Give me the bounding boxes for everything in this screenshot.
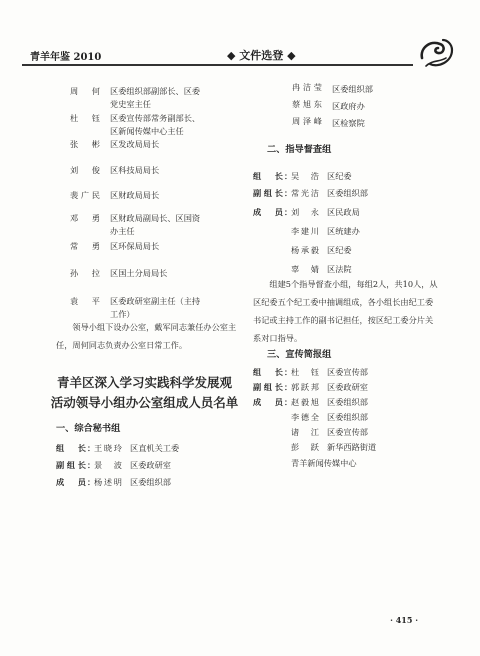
page-number: · 415 · (390, 615, 418, 625)
page-header (22, 40, 458, 66)
office-paragraph: 领导小组下设办公室，戴军同志兼任办公室主任，周何同志负责办公室日常工作。 (56, 322, 237, 350)
right-top-list: 冉洁莹 区委组织部 蔡旭东 区政府办 周泽峰 区检察院 (292, 82, 373, 128)
section-inspection-group: 二、指导督查组 组 长 ： 吴 浩 区纪委 副组长 ： 常光洁 区委组织部 成 员 ： 刘 永 区民政局 李建川 区统建办 杨承毅 区纪委 辜 婧 区法院 (253, 144, 368, 274)
section-secretary-group: 一、综合秘书组 组 长 ： 王晓玲 区直机关工委 副组长 ： 景 波 区委政研室 成 员 ： 杨述明 区委组织部 (56, 423, 180, 487)
left-top-list: 周 何 区委组织部副部长、区委 党史室主任 杜 钰 区委宣传部常务副部长、 区新闻传媒中心主任 张 彬 区发改局局长 刘 俊 区科技局局长 裴广民 区财政局局长 邓 勇 区财政局副局长、区国资 办主任 常 勇 区环保局局长 孙 拉 区国土分局局长 袁 平 区委政研室副主任（主持 工作） (70, 86, 201, 319)
section-title: ◆ 文件选登 ◆ (227, 49, 296, 62)
swirl-logo-icon (416, 36, 456, 70)
section-publicity-group: 三、宣传简报组 组 长 ： 杜 钰 区委宣传部 副组长 ： 郭跃邦 区委政研室 成 员 ： 赵毅旭 区委组织部 李德全 区委组织部 诸 江 区委宣传部 彭 跃 新华西路街道 青羊新闻传媒中心 (253, 349, 377, 468)
inspection-paragraph: 组建5个指导督查小组，每组2人，共10人，从区纪委五个纪工委中抽调组成，各小组长由纪工委书记或主持工作的副书记担任，按区纪工委分片关系对口指导。 (253, 279, 438, 343)
section-heading: 一、综合秘书组 (56, 423, 121, 434)
yearbook-title: 青羊年鉴 2010 (30, 52, 102, 63)
header-rule (22, 64, 413, 66)
list-title: 青羊区深入学习实践科学发展观 活动领导小组办公室组成人员名单 (50, 375, 239, 410)
section-heading: 二、指导督查组 (267, 144, 332, 155)
section-heading: 三、宣传简报组 (267, 349, 332, 360)
